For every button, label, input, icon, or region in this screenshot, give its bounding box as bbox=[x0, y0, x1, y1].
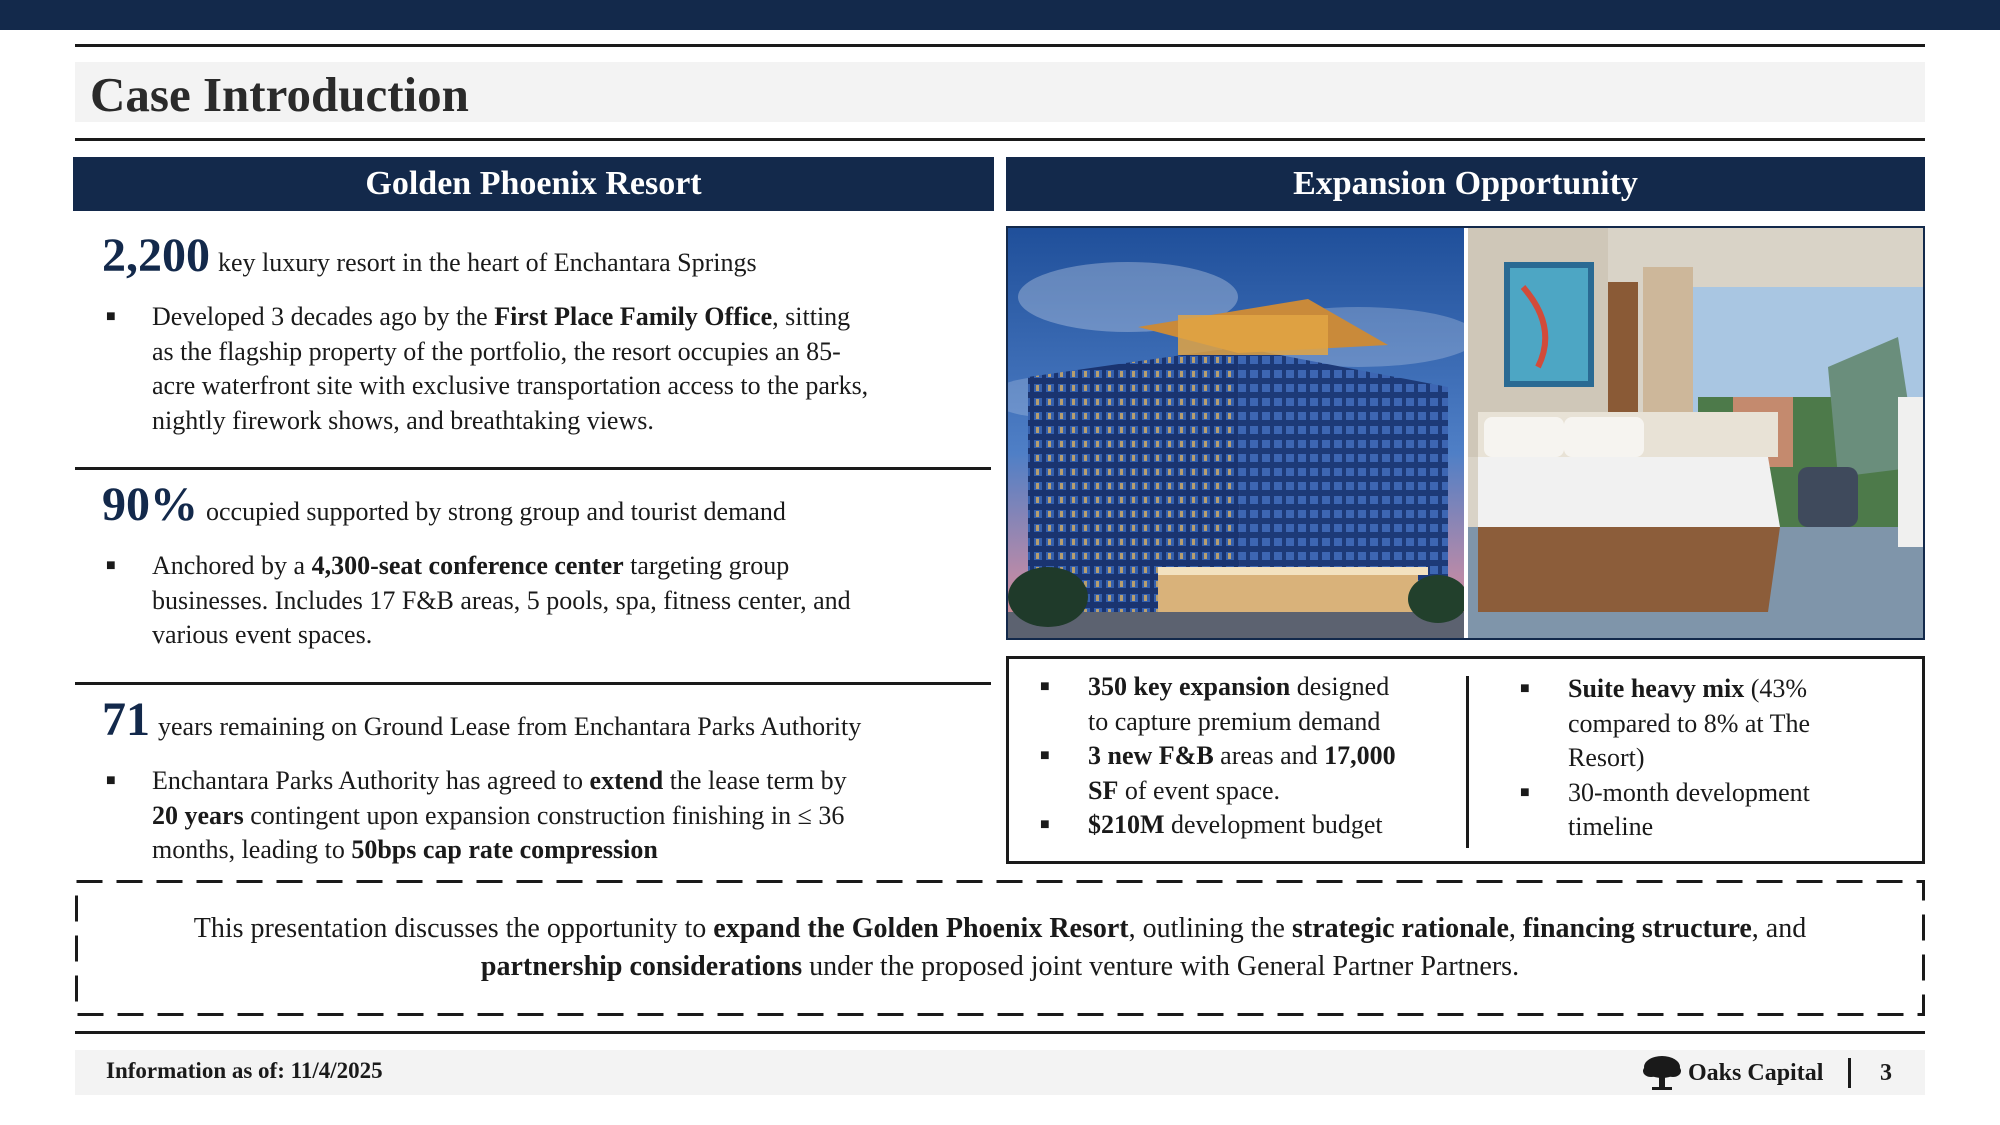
list-item bbox=[1040, 670, 1440, 739]
text-line: various event spaces. bbox=[152, 620, 373, 649]
square-bullet-icon: ■ bbox=[1520, 783, 1530, 801]
text-line: SF of event space. bbox=[1088, 775, 1281, 805]
text-line: This presentation discusses the opportunity to expand the Golden Phoenix Resort, outlining the strategic rationale, financing structure, and bbox=[193, 913, 1807, 944]
photo-frame bbox=[1006, 226, 1925, 640]
stat-keys bbox=[102, 228, 757, 283]
text-line: months, leading to 50bps cap rate compression bbox=[152, 835, 658, 864]
text-line: partnership considerations under the proposed joint venture with General Partner Partners. bbox=[480, 951, 1520, 982]
expansion-col-1 bbox=[1040, 670, 1440, 843]
stat-occupancy-figure: 90% bbox=[102, 478, 198, 531]
text-line: acre waterfront site with exclusive transportation access to the parks, bbox=[152, 371, 869, 400]
stat-lease-caption: years remaining on Ground Lease from Enchantara Parks Authority bbox=[158, 712, 862, 741]
text-line: as the flagship property of the portfolio, the resort occupies an 85- bbox=[152, 336, 841, 366]
square-bullet-icon: ■ bbox=[1520, 680, 1530, 697]
text-line: Enchantara Parks Authority has agreed to extend the lease term by bbox=[152, 766, 847, 795]
column-divider bbox=[1466, 676, 1469, 848]
footer-date: Information as of: 11/4/2025 bbox=[106, 1058, 383, 1083]
stat-keys-figure: 2,200 bbox=[102, 229, 210, 282]
square-bullet-icon: ■ bbox=[106, 308, 116, 325]
expansion-section-header: Expansion Opportunity bbox=[1006, 157, 1925, 211]
text-line: Resort) bbox=[1568, 743, 1645, 772]
stat-occupancy-caption: occupied supported by strong group and tourist demand bbox=[206, 497, 786, 526]
text-line: 20 years contingent upon expansion construction finishing in ≤ 36 bbox=[152, 800, 845, 830]
text-line: Suite heavy mix (43% bbox=[1568, 674, 1808, 703]
list-item bbox=[1040, 739, 1440, 808]
square-bullet-icon: ■ bbox=[1040, 678, 1050, 695]
text-line: compared to 8% at The bbox=[1568, 708, 1811, 738]
text-line: 350 key expansion designed bbox=[1088, 672, 1390, 701]
page-number: 3 bbox=[1880, 1060, 1892, 1086]
square-bullet-icon: ■ bbox=[106, 772, 116, 789]
text-line: 3 new F&B areas and 17,000 bbox=[1088, 741, 1396, 770]
expansion-col-2 bbox=[1520, 672, 1900, 845]
summary-text bbox=[100, 910, 1900, 986]
text-line: Developed 3 decades ago by the First Place Family Office, sitting bbox=[152, 302, 851, 331]
title-top-rule bbox=[75, 44, 1925, 47]
bullet-text bbox=[152, 549, 851, 653]
bullet-text bbox=[152, 764, 847, 868]
list-item bbox=[1520, 776, 1900, 845]
footer-brand: Oaks Capital bbox=[1688, 1060, 1824, 1086]
square-bullet-icon: ■ bbox=[1040, 747, 1050, 764]
page-title: Case Introduction bbox=[90, 67, 469, 122]
top-accent-bar bbox=[0, 0, 2000, 30]
text-line: to capture premium demand bbox=[1088, 706, 1381, 736]
text-line: 30-month development bbox=[1568, 777, 1810, 807]
stat-lease bbox=[102, 692, 861, 747]
stat-lease-figure: 71 bbox=[102, 693, 150, 746]
section-divider bbox=[75, 467, 991, 470]
stat-keys-caption: key luxury resort in the heart of Enchantara Springs bbox=[218, 248, 757, 277]
footer-rule bbox=[75, 1031, 1925, 1034]
text-line: $210M development budget bbox=[1088, 810, 1383, 839]
text-line: timeline bbox=[1568, 812, 1654, 841]
bullet-text bbox=[152, 300, 868, 438]
text-line: Anchored by a 4,300-seat conference center targeting group bbox=[152, 551, 790, 580]
section-divider bbox=[75, 682, 991, 685]
footer-separator bbox=[1848, 1058, 1851, 1088]
list-item bbox=[1040, 808, 1440, 843]
title-bottom-rule bbox=[75, 138, 1925, 141]
square-bullet-icon: ■ bbox=[1040, 816, 1050, 833]
resort-section-header: Golden Phoenix Resort bbox=[73, 157, 994, 211]
oak-tree-icon bbox=[1642, 1055, 1682, 1096]
text-line: nightly firework shows, and breathtaking views. bbox=[152, 405, 654, 435]
text-line: businesses. Includes 17 F&B areas, 5 pools, spa, fitness center, and bbox=[152, 585, 851, 615]
square-bullet-icon: ■ bbox=[106, 557, 116, 574]
list-item bbox=[1520, 672, 1900, 776]
stat-occupancy bbox=[102, 477, 786, 532]
